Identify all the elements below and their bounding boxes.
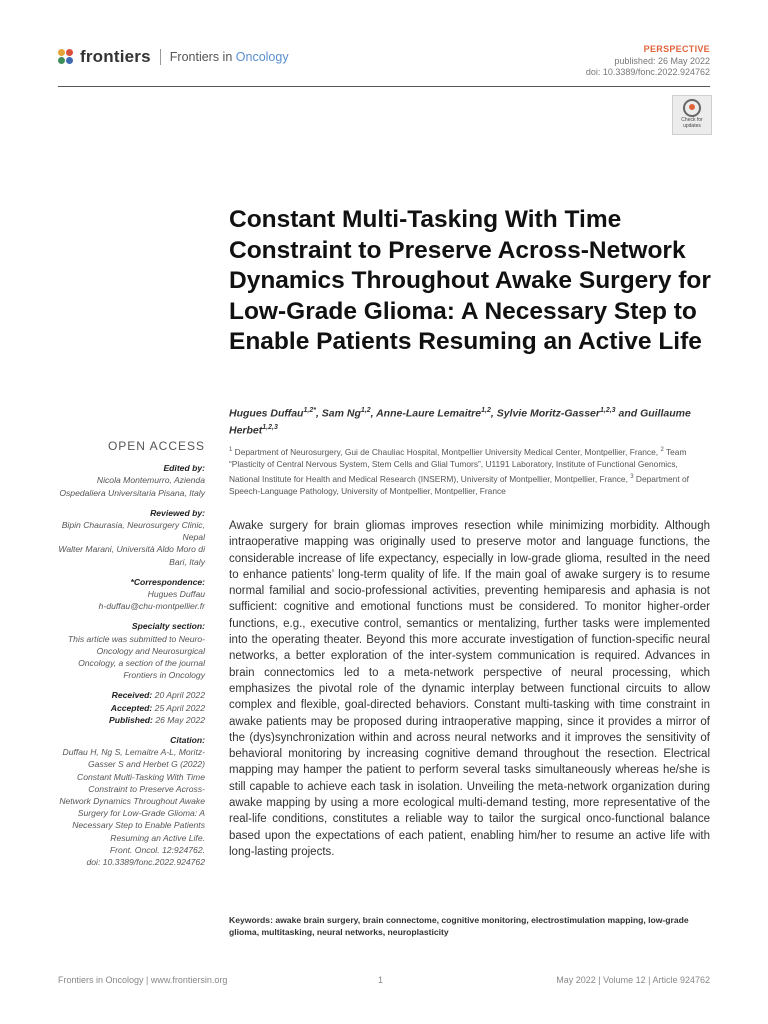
published-date-sidebar: Published: 26 May 2022 xyxy=(108,714,205,725)
journal-name: Frontiers in Oncology xyxy=(169,50,289,64)
frontiers-logo-icon xyxy=(58,49,74,65)
article-title: Constant Multi-Tasking With Time Constraint to Preserve Across-Network Dynamics Throughout Awake Surgery for Low-Grade Glioma: A Necessary Step to Enable Patients Resuming an Active Life xyxy=(229,206,711,355)
affiliation-number: 2 xyxy=(660,447,664,453)
article-sidebar xyxy=(58,440,205,868)
author-name[interactable]: Sylvie Moritz-Gasser xyxy=(496,407,600,420)
reviewer: Walter Marani, Università Aldo Moro di Bari, Italy xyxy=(58,544,205,567)
article-meta xyxy=(586,44,710,79)
author-name[interactable]: Anne-Laure Lemaitre xyxy=(376,407,482,420)
author-affiliation-marker: 1,2 xyxy=(481,407,491,414)
reviewer: Bipin Chaurasia, Neurosurgery Clinic, Nepal xyxy=(61,520,205,543)
brand-name: frontiers xyxy=(80,47,151,66)
specialty-section-text: This article was submitted to Neuro-Oncology and Neurosurgical Oncology, a section of the journal Frontiers in Oncology xyxy=(67,633,205,681)
affiliations xyxy=(229,444,709,498)
accepted-date: Accepted: 25 April 2022 xyxy=(110,702,205,713)
affiliation-text: Team “Plasticity of Central Nervous System, Stem Cells and Glial Tumors”, U1191 Laboratory, Institute of Functional Genomics, National Institute for Health and Medical Research (INSERM), University of Montpellier, Montpellier, France, xyxy=(229,446,687,484)
citation-journal: Front. Oncol. 12:924762. xyxy=(109,844,205,855)
correspondence-email[interactable]: h-duffau@chu-montpellier.fr xyxy=(98,601,205,612)
footer-article-info: May 2022 | Volume 12 | Article 924762 xyxy=(556,975,710,985)
frontiers-logo[interactable] xyxy=(58,47,289,67)
editor: Nicola Montemurro, Azienda Ospedaliera Universitaria Pisana, Italy xyxy=(59,475,205,498)
keywords-label: Keywords: xyxy=(229,915,273,925)
logo-divider xyxy=(160,49,161,65)
footer-journal[interactable]: Frontiers in Oncology | www.frontiersin.org xyxy=(58,975,228,985)
author-affiliation-marker: 1,2,3 xyxy=(262,423,278,431)
affiliation-text: Department of Speech-Language Pathology, University of Montpellier, Montpellier, France xyxy=(229,473,689,497)
author-name[interactable]: Guillaume Herbet xyxy=(229,407,691,436)
article-doi[interactable]: doi: 10.3389/fonc.2022.924762 xyxy=(585,67,710,77)
keywords-list: awake brain surgery, brain connectome, cognitive monitoring, electrostimulation mapping, low-grade glioma, multitasking, neural networks, neuroplasticity xyxy=(229,915,689,937)
citation-label: Citation: xyxy=(170,735,205,746)
citation-doi[interactable]: doi: 10.3389/fonc.2022.924762 xyxy=(86,857,205,868)
header-rule xyxy=(58,86,710,87)
author-list: Hugues Duffau$^{1,2*}$, Sam Ng$^{1,2}$, Anne-Laure Lemaitre$^{1,2}$, Sylvie Moritz-Gasser$^{1,2,3}$ and Guillaume Herbet$^{1,2,3}$ xyxy=(229,407,691,436)
reviewed-by-label: Reviewed by: xyxy=(150,507,205,518)
affiliation-text: Department of Neurosurgery, Gui de Chauliac Hospital, Montpellier University Medical Center, Montpellier, France, xyxy=(232,446,661,457)
affiliation-number: 3 xyxy=(630,473,634,480)
check-updates-icon xyxy=(683,99,701,117)
affiliation-number: 1 xyxy=(229,447,233,453)
abstract: Awake surgery for brain gliomas improves resection while minimizing morbidity. Although intraoperative mapping was originally used to preserve motor and language functions, the considerable increase of life expectancy, especially in low-grade glioma, resulted in the need to enhance patients’ long-term quality of life. If the main goal of awake surgery is to resume normal familial and socio-professional activities, preventing hemiparesis and aphasia is not sufficient: cognitive and emotional functions must be considered. To monitor higher-order functions, e.g., executive control, semantics or mentalizing, further tasks were implemented into the operating theater. Beyond this more accurate investigation of function-specific neural networks, a better exploration of the inter-system communication is required. Advances in brain connectomics led to a meta-network perspective of neural processing, which emphasizes the pivotal role of the dynamic interplay between functional circuits to allow complex and flexible, goal-directed behaviors. Constant multi-tasking with time constraint in awake patients may be proposed during intraoperative mapping, since it provides a mirror of the (dys)synchronization within and across neural networks and it improves the sensitivity of behavioral monitoring by increasing cognitive demand throughout the resection. Electrical mapping may hamper the patient to perform several tasks simultaneously whereas he/she is still capable to achieve each task in isolation. Unveiling the meta-network organization during awake mapping by using a more ecological multi-demand testing, more representative of the real-life conditions, constitutes a reliable way to tailor the surgical onco-functional balance based upon the expectations of each patient, enabling him/her to resume an active life with long-lasting projects. xyxy=(229,520,710,858)
check-updates-label: Check for updates xyxy=(681,117,703,129)
specialty-section-label: Specialty section: xyxy=(131,621,205,632)
author-affiliation-marker: 1,2* xyxy=(303,407,316,414)
correspondence-name: Hugues Duffau xyxy=(147,589,205,600)
page-number: 1 xyxy=(378,975,384,985)
citation-text: Duffau H, Ng S, Lemaitre A-L, Moritz-Gasser S and Herbet G (2022) Constant Multi-Tasking With Time Constraint to Preserve Across-Network Dynamics Throughout Awake Surgery for Low-Grade Glioma: A Necessary Step to Enable Patients Resuming an Active Life. xyxy=(59,747,205,843)
keywords xyxy=(229,914,710,938)
author-affiliation-marker: 1,2 xyxy=(360,407,371,414)
received-date: Received: 20 April 2022 xyxy=(111,690,205,701)
correspondence-label: *Correspondence: xyxy=(130,576,205,587)
check-for-updates-badge[interactable] xyxy=(672,95,712,135)
published-date: published: 26 May 2022 xyxy=(614,55,710,66)
open-access-label: OPEN ACCESS xyxy=(107,439,205,453)
author-name[interactable]: Sam Ng xyxy=(321,407,361,420)
edited-by-label: Edited by: xyxy=(163,463,205,474)
author-name[interactable]: Hugues Duffau xyxy=(229,407,304,420)
author-affiliation-marker: 1,2,3 xyxy=(599,407,616,414)
article-type: PERSPECTIVE xyxy=(643,44,710,54)
